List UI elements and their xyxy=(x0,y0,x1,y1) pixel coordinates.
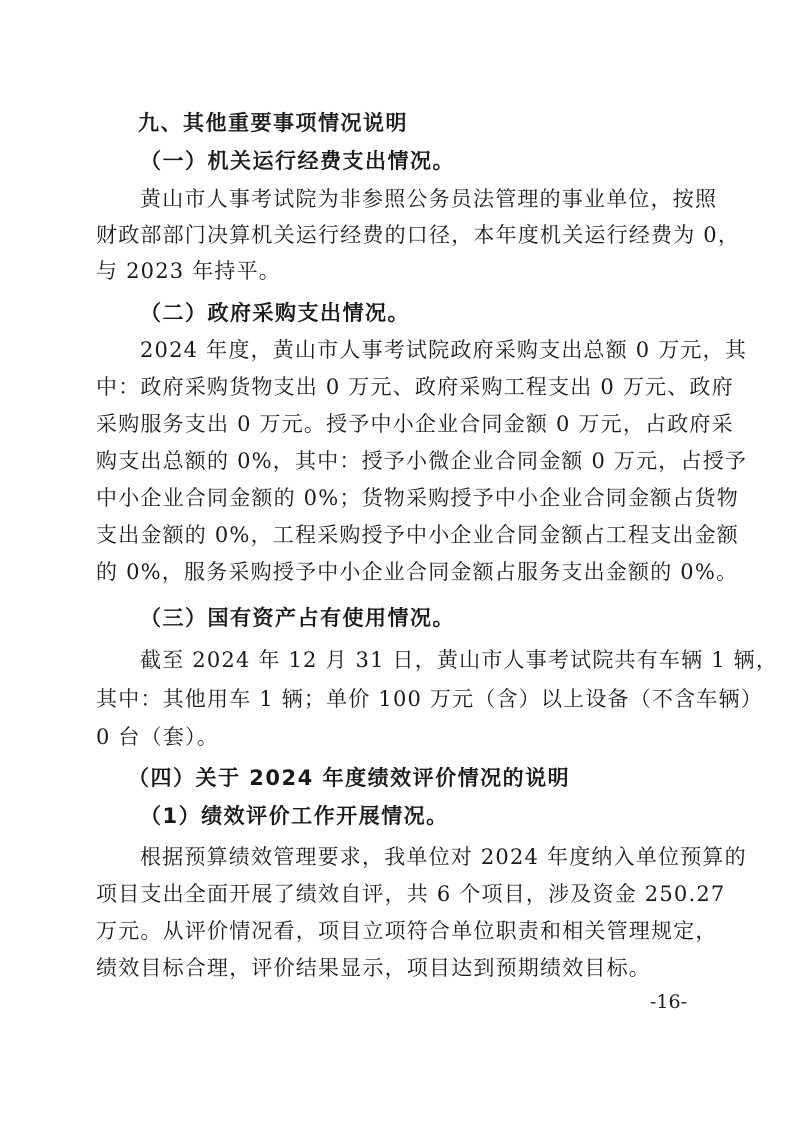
paragraph-line: 其中：其他用车 1 辆；单价 100 万元（含）以上设备（不含车辆） xyxy=(96,687,763,711)
paragraph-line: 黄山市人事考试院为非参照公务员法管理的事业单位，按照 xyxy=(140,187,718,211)
page-number: -16- xyxy=(650,991,688,1013)
paragraph-line: 中小企业合同金额的 0%；货物采购授予中小企业合同金额占货物 xyxy=(96,486,739,510)
heading-government-procurement: （二）政府采购支出情况。 xyxy=(140,301,410,325)
paragraph-line: 中：政府采购货物支出 0 万元、政府采购工程支出 0 万元、政府 xyxy=(96,375,734,399)
paragraph-line: 万元。从评价情况看，项目立项符合单位职责和相关管理规定， xyxy=(96,919,718,943)
heading-state-assets: （三）国有资产占有使用情况。 xyxy=(140,606,455,630)
section-title: 九、其他重要事项情况说明 xyxy=(138,111,408,135)
paragraph-line: 绩效目标合理，评价结果显示，项目达到预期绩效目标。 xyxy=(96,956,651,980)
paragraph-line: 采购服务支出 0 万元。授予中小企业合同金额 0 万元，占政府采 xyxy=(96,412,734,436)
paragraph-line: 与 2023 年持平。 xyxy=(96,259,281,283)
paragraph-line: 支出金额的 0%，工程采购授予中小企业合同金额占工程支出金额 xyxy=(96,523,739,547)
subheading-evaluation-work: （1）绩效评价工作开展情况。 xyxy=(140,804,449,828)
paragraph-line: 购支出总额的 0%，其中：授予小微企业合同金额 0 万元，占授予 xyxy=(96,449,748,473)
paragraph-line: 项目支出全面开展了绩效自评，共 6 个项目，涉及资金 250.27 xyxy=(96,882,726,906)
paragraph-line: 的 0%，服务采购授予中小企业合同金额占服务支出金额的 0%。 xyxy=(96,560,739,584)
paragraph-line: 截至 2024 年 12 月 31 日，黄山市人事考试院共有车辆 1 辆， xyxy=(140,648,779,672)
heading-performance-evaluation: （四）关于 2024 年度绩效评价情况的说明 xyxy=(128,766,571,790)
heading-operating-expenses: （一）机关运行经费支出情况。 xyxy=(140,149,455,173)
paragraph-line: 财政部部门决算机关运行经费的口径，本年度机关运行经费为 0， xyxy=(96,223,741,247)
paragraph-line: 2024 年度，黄山市人事考试院政府采购支出总额 0 万元，其 xyxy=(140,338,748,362)
paragraph-line: 0 台（套）。 xyxy=(96,725,219,749)
paragraph-line: 根据预算绩效管理要求，我单位对 2024 年度纳入单位预算的 xyxy=(140,845,747,869)
